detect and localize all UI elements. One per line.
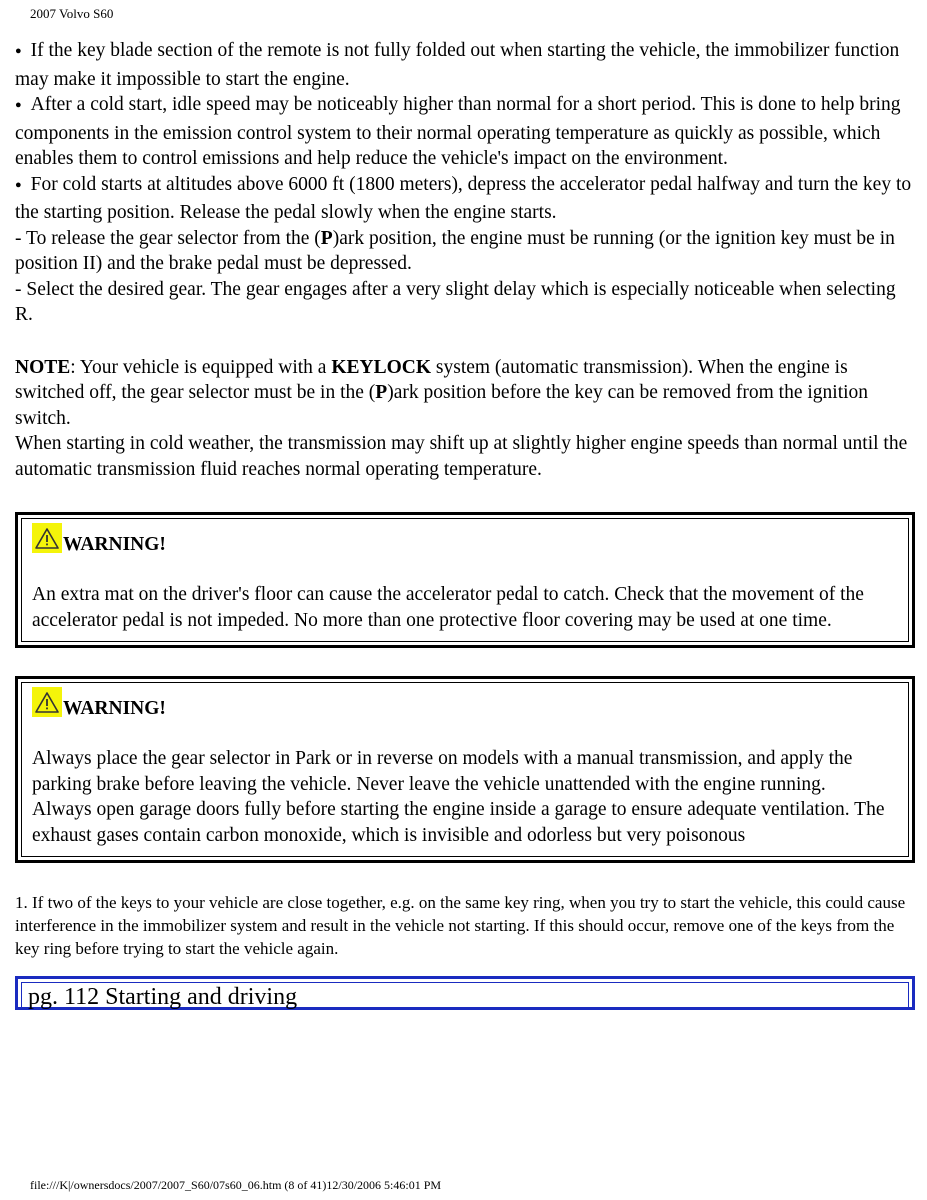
warning-box <box>15 512 915 648</box>
bullet-item: ● If the key blade section of the remote is not fully folded out when starting the vehicle, the immobilizer function may make it impossible to start the engine. <box>15 38 915 92</box>
warning-box <box>15 676 915 863</box>
select-gear-item: - Select the desired gear. The gear engages after a very slight delay which is especially noticeable when selecting R. <box>15 278 896 325</box>
page-footer: file:///K|/ownersdocs/2007/2007_S60/07s60_06.htm (8 of 41)12/30/2006 5:46:01 PM <box>30 1178 442 1192</box>
release-gear-item: - To release the gear selector from the (P)ark position, the engine must be running (or the ignition key must be in position II) and the brake pedal must be depressed. <box>15 227 895 274</box>
page-label: pg. 112 Starting and driving <box>21 982 909 1008</box>
page-label-box <box>15 976 915 1010</box>
page-header: 2007 Volvo S60 <box>30 6 114 21</box>
warning-text: Always open garage doors fully before starting the engine inside a garage to ensure adequate ventilation. The exhaust gases contain carbon monoxide, which is invisible and odorless but very poisonous <box>32 799 885 846</box>
note-label: NOTE <box>15 356 71 378</box>
warning-text: An extra mat on the driver's floor can cause the accelerator pedal to catch. Check that the movement of the accelerator pedal is not impeded. No more than one protective floor covering may be used at one time. <box>32 584 864 631</box>
footnote: 1. If two of the keys to your vehicle are close together, e.g. on the same key ring, when you try to start the vehicle, this could cause interference in the immobilizer system and result in the vehicle not starting. If this should occur, remove one of the keys from the key ring before trying to start the vehicle again. <box>15 893 906 958</box>
warning-title: WARNING! <box>63 533 166 555</box>
bullet-item: ● For cold starts at altitudes above 6000 ft (1800 meters), depress the accelerator pedal halfway and turn the key to the starting position. Release the pedal slowly when the engine starts. <box>15 172 915 226</box>
cold-weather-paragraph: When starting in cold weather, the transmission may shift up at slightly higher engine speeds than normal until the automatic transmission fluid reaches normal operating temperature. <box>15 433 908 480</box>
note-paragraph: NOTE: Your vehicle is equipped with a KEYLOCK system (automatic transmission). When the engine is switched off, the gear selector must be in the (P)ark position before the key can be removed from the ignition switch. <box>15 356 869 429</box>
bullet-item: ● After a cold start, idle speed may be noticeably higher than normal for a short period. This is done to help bring components in the emission control system to their normal operating temperature as quickly as possible, which enables them to control emissions and help reduce the vehicle's impact on the environment. <box>15 92 915 172</box>
warning-triangle-icon <box>32 687 62 717</box>
document-body <box>15 38 915 1010</box>
warning-triangle-icon <box>32 523 62 553</box>
warning-text: Always place the gear selector in Park or in reverse on models with a manual transmission, and apply the parking brake before leaving the vehicle. Never leave the vehicle unattended with the engine running. <box>32 748 853 795</box>
warning-title: WARNING! <box>63 697 166 719</box>
